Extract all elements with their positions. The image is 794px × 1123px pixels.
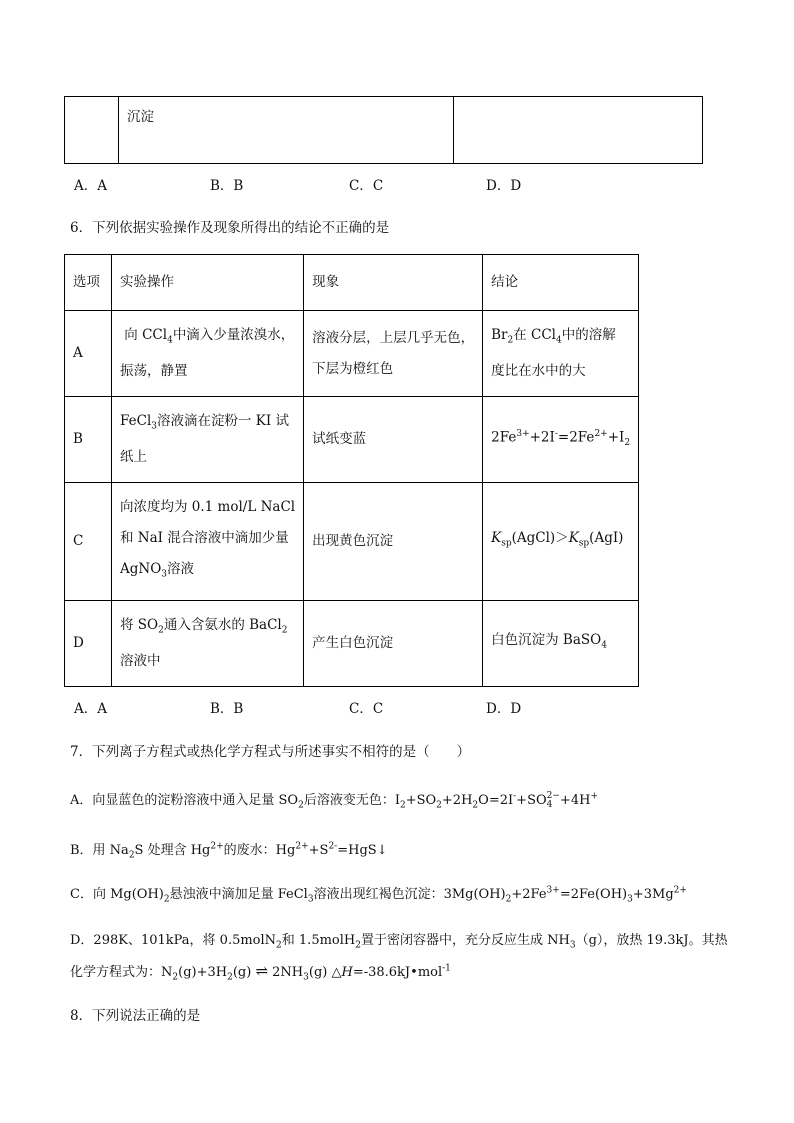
top-options: [74, 174, 594, 194]
row-a-option: A: [65, 311, 112, 397]
q6-stem: 6．下列依据实验操作及现象所得出的结论不正确的是: [70, 220, 390, 236]
q6-options: [74, 697, 594, 717]
q7-option-d-line1: D．298K、101kPa，将 0.5molN$_2$和 1.5molH$_2$置于密闭容器中，充分反应生成 $NH_3(g)$，放热 19.3kJ。其热: [70, 933, 728, 951]
table-header-row: [65, 255, 639, 311]
header-conclusion: 结论: [483, 255, 639, 311]
row-d-option: D: [65, 601, 112, 687]
row-a-operation: 向 CCl$_4$中滴入少量浓溴水， 振荡，静置: [112, 311, 304, 397]
header-option: 选项: [65, 255, 112, 311]
row-c-conclusion: $K_{sp}(AgCl)>K_{sp}(AgI)$: [483, 483, 639, 601]
row-d-phenomenon: 产生白色沉淀: [304, 601, 483, 687]
table-row: [65, 311, 639, 397]
option-c: C．C: [349, 178, 384, 194]
q7-option-d-line2: 化学方程式为：$N_2(g)+3H_2(g)$ ⇌ $2NH_3(g)$ △H=-38.6kJ•mol$^{-1}$: [70, 962, 451, 983]
q7-option-a: A．向显蓝色的淀粉溶液中通入足量 $SO_2$后溶液变无色：$I_2+SO_2+2H_2O=2I^-+SO$ 2− 4 +4H+: [70, 790, 598, 811]
table-row: [65, 601, 639, 687]
q7-option-c: C．向 $Mg(OH)_2$悬浊液中滴加足量 FeCl$_3$溶液出现红褐色沉淀：$3Mg(OH)_2+2Fe^{3+}=2Fe(OH)_3+3Mg^{2+}$: [70, 885, 687, 905]
top-table: [64, 96, 703, 164]
table-row: [65, 483, 639, 601]
row-a-phenomenon: 溶液分层，上层几乎无色， 下层为橙红色: [304, 311, 483, 397]
row-a-conclusion: $Br_2$在 CCl$_4$中的溶解 度比在水中的大: [483, 311, 639, 397]
row-b-operation: FeCl$_3$溶液滴在淀粉一 KI 试 纸上: [112, 397, 304, 483]
option-c: C．C: [349, 701, 384, 717]
row-b-conclusion: $2Fe^{3+}+2I^-=2Fe^{2+}+I_2$: [483, 397, 639, 483]
option-b: B．B: [210, 701, 244, 717]
q7-stem: 7．下列离子方程式或热化学方程式与所述事实不相符的是（ ）: [70, 744, 471, 760]
row-b-phenomenon: 试纸变蓝: [304, 397, 483, 483]
q6-table: [64, 254, 639, 687]
table-row: [65, 397, 639, 483]
q8-stem: 8．下列说法正确的是: [70, 1008, 201, 1024]
row-d-operation: 将 $SO_2$通入含氨水的 BaCl$_2$ 溶液中: [112, 601, 304, 687]
option-d: D．D: [486, 701, 522, 717]
option-a: A．A: [74, 701, 107, 717]
top-table-cell-right: [454, 97, 703, 164]
row-b-option: B: [65, 397, 112, 483]
header-operation: 实验操作: [112, 255, 304, 311]
top-table-cell-empty: [65, 97, 119, 164]
option-b: B．B: [210, 178, 244, 194]
equilibrium-arrow-icon: ⇌: [255, 962, 269, 980]
row-d-conclusion: 白色沉淀为 BaSO$_4$: [483, 601, 639, 687]
row-c-option: C: [65, 483, 112, 601]
top-table-cell-text: [119, 97, 454, 164]
top-table-text: 沉淀: [127, 109, 154, 125]
header-phenomenon: 现象: [304, 255, 483, 311]
option-d: D．D: [486, 178, 522, 194]
row-c-operation: 向浓度均为 0.1 mol/L NaCl 和 NaI 混合溶液中滴加少量 AgNO$_3$溶液: [112, 483, 304, 601]
option-a: A．A: [74, 178, 107, 194]
row-c-phenomenon: 出现黄色沉淀: [304, 483, 483, 601]
q7-option-b: B．用 $Na_2S$ 处理含 $Hg^{2+}$的废水：$Hg^{2+}+S^{2-}=HgS↓$: [70, 841, 388, 861]
